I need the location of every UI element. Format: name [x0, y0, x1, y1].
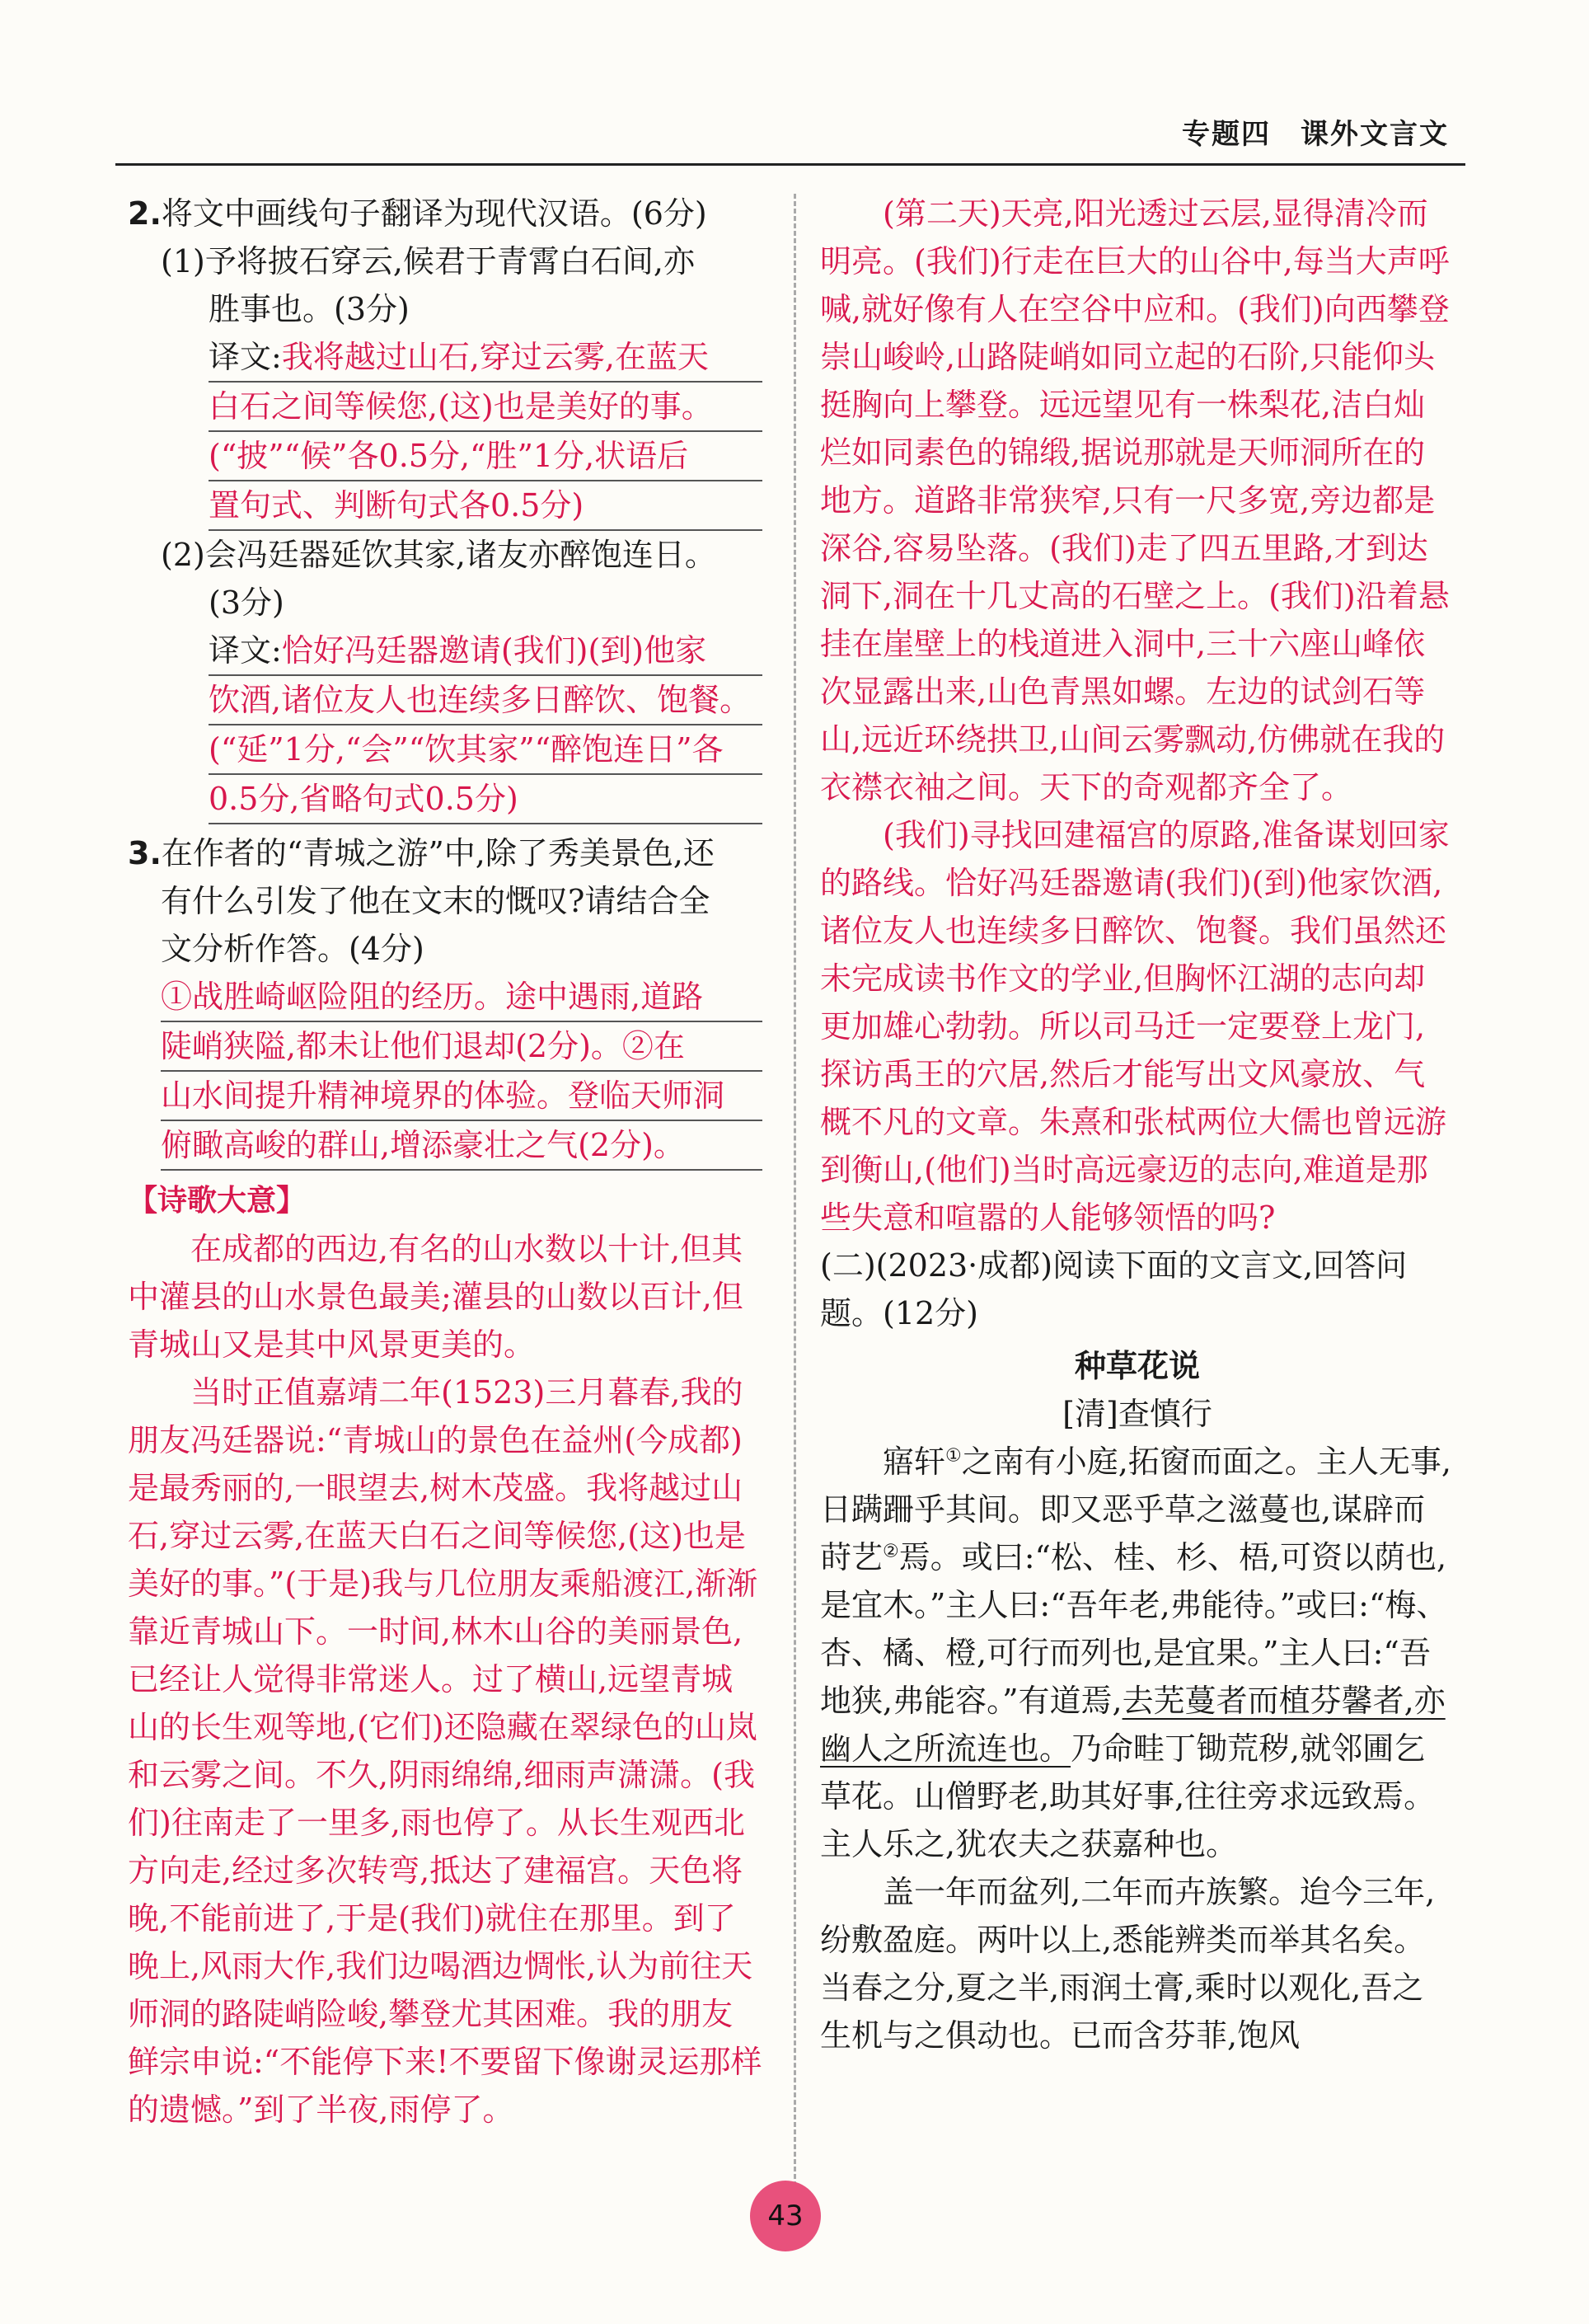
q2-sub1-answer [128, 333, 762, 531]
q2-sub2-cont: (3分) [209, 585, 284, 621]
poem-summary-title: 【诗歌大意】 [128, 1184, 307, 1218]
q2-sub2-answer [128, 627, 762, 824]
summary-paragraph-3: (第二天)天亮,阳光透过云层,显得清冷而明亮。(我们)行走在巨大的山谷中,每当大声呼喊,就好像有人在空谷中应和。(我们)向西攀登崇山峻岭,山路陡峭如同立起的石阶,只能仰头挺胸向上攀登。远远望见有一株梨花,洁白灿烂如同素色的锦缎,据说那就是天师洞所在的地方。道路非常狭窄,只有一尺多宽,旁边都是深谷,容易坠落。(我们)走了四五里路,才到达洞下,洞在十几丈高的石壁之上。(我们)沿着悬挂在崖壁上的栈道进入洞中,三十六座山峰依次显露出来,山色青黑如螺。左边的试剑石等山,远近环绕拱卫,山间云雾飘动,仿佛就在我的衣襟衣袖之间。天下的奇观都齐全了。 [820, 195, 1450, 805]
passage-paragraph-1: 寤轩①之南有小庭,拓窗而面之。主人无事,日蹒跚乎其间。即又恶乎草之滋蔓也,谋辟而莳艺②焉。或曰:“松、桂、杉、梧,可资以荫也,是宜木。”主人曰:“吾年老,弗能待。”或曰:“梅、杏、橘、橙,可行而列也,是宜果。”主人曰:“吾地狭,弗能容。”有道焉,去芜蔓者而植芬馨者,亦幽人之所流连也。乃命畦丁锄荒秽,就邻圃乞草花。山僧野老,助其好事,往往旁求远致焉。主人乐之,犹农夫之获嘉种也。 [820, 1444, 1451, 1862]
answer-line: 俯瞰高峻的群山,增添豪壮之气(2分)。 [161, 1121, 762, 1171]
answer-line: 置句式、判断句式各0.5分) [209, 481, 762, 531]
footnote-marker: ① [945, 1445, 962, 1467]
answer-line: (“披”“候”各0.5分,“胜”1分,状语后 [209, 432, 762, 481]
left-column [128, 190, 762, 2134]
running-header: 专题四 课外文言文 [1182, 118, 1449, 151]
footnote-marker: ② [883, 1541, 899, 1562]
summary-paragraph-1: 在成都的西边,有名的山水数以十计,但其中灌县的山水景色最美;灌县的山数以百计,但青城山又是其中风景更美的。 [128, 1231, 743, 1363]
question-3-line: 有什么引发了他在文末的慨叹?请结合全 [161, 883, 710, 919]
right-column [820, 190, 1455, 2059]
question-3-line: 文分析作答。(4分) [161, 931, 424, 967]
passage-author: [清]查慎行 [1062, 1396, 1212, 1432]
answer-line: 山水间提升精神境界的体验。登临天师洞 [161, 1072, 762, 1121]
summary-paragraph-4: (我们)寻找回建福宫的原路,准备谋划回家的路线。恰好冯廷器邀请(我们)(到)他家饮酒,诸位友人也连续多日醉饮、饱餐。我们虽然还未完成读书作文的学业,但胸怀江湖的志向却更加雄心勃勃。所以司马迁一定要登上龙门,探访禹王的穴居,然后才能写出文风豪放、气概不凡的文章。朱熹和张栻两位大儒也曾远游到衡山,(他们)当时高远豪迈的志向,难道是那些失意和喧嚣的人能够领悟的吗? [820, 817, 1450, 1236]
answer-line: 译文:我将越过山石,穿过云雾,在蓝天 [209, 333, 762, 383]
answer-line: 陡峭狭隘,都未让他们退却(2分)。②在 [161, 1022, 762, 1072]
answer-line: (“延”1分,“会”“饮其家”“醉饱连日”各 [209, 725, 762, 775]
header-rule [115, 163, 1465, 166]
answer-line: 饮酒,诸位友人也连续多日醉饮、饱餐。 [209, 676, 762, 725]
question-2-prompt: 2.将文中画线句子翻译为现代汉语。(6分) [128, 195, 707, 232]
summary-paragraph-2: 当时正值嘉靖二年(1523)三月暮春,我的朋友冯廷器说:“青城山的景色在益州(今成都)是最秀丽的,一眼望去,树木茂盛。我将越过山石,穿过云雾,在蓝天白石之间等候您,(这)也是美好的事。”(于是)我与几位朋友乘船渡江,渐渐靠近青城山下。一时间,林木山谷的美丽景色,已经让人觉得非常迷人。过了横山,远望青城山的长生观等地,(它们)还隐藏在翠绿色的山岚和云雾之间。不久,阴雨绵绵,细雨声潇潇。(我们)往南走了一里多,雨也停了。从长生观西北方向走,经过多次转弯,抵达了建福宫。天色将晚,不能前进了,于是(我们)就住在那里。到了晚上,风雨大作,我们边喝酒边惆怅,认为前往天师洞的路陡峭险峻,攀登尤其困难。我的朋友鲜宗申说:“不能停下来!不要留下像谢灵运那样的遗憾。”到了半夜,雨停了。 [128, 1374, 762, 2128]
passage-title: 种草花说 [1074, 1348, 1200, 1384]
passage-paragraph-2: 盖一年而盆列,二年而卉族繁。迨今三年,纷敷盈庭。两叶以上,悉能辨类而举其名矣。当春之分,夏之半,雨润土膏,乘时以观化,吾之生机与之俱动也。已而含芬菲,饱风 [820, 1874, 1436, 2054]
answer-line: ①战胜崎岖险阻的经历。途中遇雨,道路 [161, 973, 762, 1022]
page-number: 43 [750, 2181, 821, 2251]
q2-sub2: (2)会冯廷器延饮其家,诸友亦醉饱连日。 [161, 537, 716, 573]
q2-sub1-cont: 胜事也。(3分) [209, 291, 410, 327]
q2-sub1: (1)予将披石穿云,候君于青霄白石间,亦 [161, 243, 695, 279]
section-2-intro: (二)(2023·成都)阅读下面的文言文,回答问题。(12分) [820, 1247, 1408, 1331]
answer-line: 译文:恰好冯廷器邀请(我们)(到)他家 [209, 627, 762, 676]
answer-line: 白石之间等候您,(这)也是美好的事。 [209, 383, 762, 432]
q3-answer [128, 973, 762, 1171]
answer-line: 0.5分,省略句式0.5分) [209, 775, 762, 824]
column-divider [794, 194, 796, 2238]
question-3-prompt: 3.在作者的“青城之游”中,除了秀美景色,还 [128, 835, 715, 871]
underlined-sentence: 去芜蔓者而植芬馨者,亦幽人之所流连也。 [820, 1683, 1446, 1767]
